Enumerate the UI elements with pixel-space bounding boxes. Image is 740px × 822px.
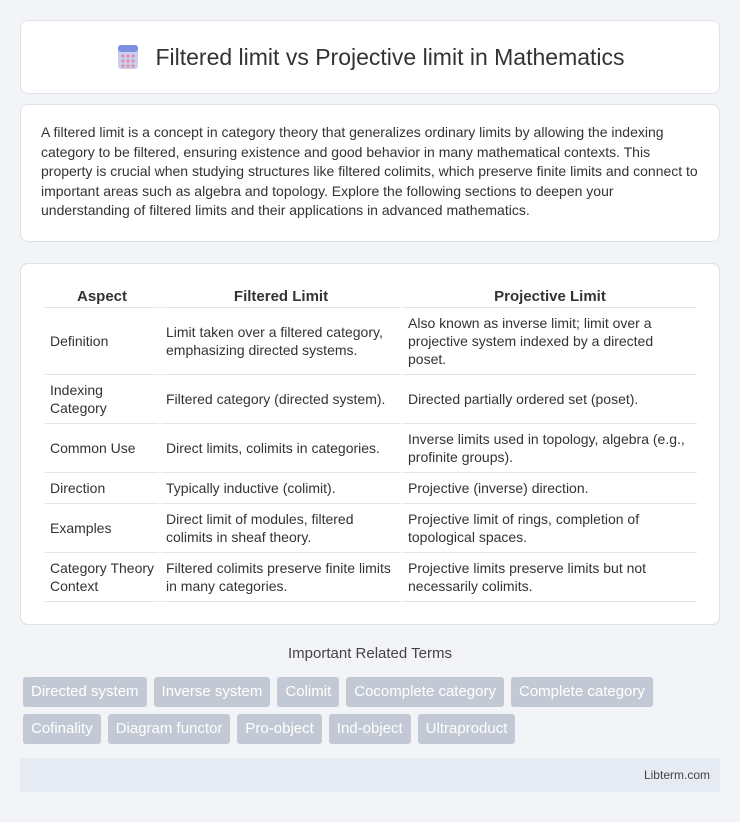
header-card [20, 20, 720, 94]
related-term-tag[interactable]: Ultraproduct [418, 714, 516, 744]
header-filtered-limit: Filtered Limit [161, 282, 401, 308]
table-row [45, 375, 697, 424]
related-term-tag[interactable]: Directed system [23, 677, 147, 707]
row-projective: Projective limit of rings, completion of topological spaces. [403, 504, 697, 553]
intro-card [20, 104, 720, 242]
header-aspect: Aspect [45, 282, 159, 308]
related-terms-list [23, 677, 723, 751]
row-filtered: Direct limit of modules, filtered colimits in sheaf theory. [161, 504, 401, 553]
row-projective: Directed partially ordered set (poset). [403, 375, 697, 424]
calculator-icon [115, 44, 141, 70]
intro-text: A filtered limit is a concept in category theory that generalizes ordinary limits by allowing the indexing category to be filtered, ensuring existence and good behavior in many mathematical contexts. This property is crucial when studying structures like filtered colimits, which preserve finite limits and connect to important areas such as algebra and topology. Explore the following sections to deepen your understanding of filtered limits and their applications in advanced mathematics. [41, 124, 698, 218]
table-row [45, 553, 697, 602]
row-aspect: Common Use [45, 424, 159, 473]
related-term-tag[interactable]: Cocomplete category [346, 677, 504, 707]
comparison-card [20, 263, 720, 625]
footer-brand-link[interactable]: Libterm.com [643, 768, 710, 782]
related-term-tag[interactable]: Pro-object [237, 714, 321, 744]
related-term-tag[interactable]: Ind-object [329, 714, 411, 744]
row-aspect: Category Theory Context [45, 553, 159, 602]
row-projective: Also known as inverse limit; limit over a projective system indexed by a directed poset. [403, 308, 697, 375]
page-title: Filtered limit vs Projective limit in Mathematics [155, 43, 625, 70]
table-row [45, 473, 697, 504]
row-filtered: Direct limits, colimits in categories. [161, 424, 401, 473]
related-terms-title: Important Related Terms [288, 645, 452, 662]
row-projective: Inverse limits used in topology, algebra (e.g., profinite groups). [403, 424, 697, 473]
related-term-tag[interactable]: Colimit [277, 677, 339, 707]
row-aspect: Indexing Category [45, 375, 159, 424]
comparison-table [43, 282, 699, 602]
table-header-row [45, 282, 697, 308]
row-aspect: Examples [45, 504, 159, 553]
related-term-tag[interactable]: Inverse system [154, 677, 271, 707]
table-row [45, 504, 697, 553]
row-projective: Projective (inverse) direction. [403, 473, 697, 504]
row-filtered: Limit taken over a filtered category, emphasizing directed systems. [161, 308, 401, 375]
related-term-tag[interactable]: Complete category [511, 677, 653, 707]
row-filtered: Typically inductive (colimit). [161, 473, 401, 504]
row-filtered: Filtered colimits preserve finite limits in many categories. [161, 553, 401, 602]
footer [20, 758, 720, 792]
table-row [45, 308, 697, 375]
header-projective-limit: Projective Limit [403, 282, 697, 308]
row-filtered: Filtered category (directed system). [161, 375, 401, 424]
table-row [45, 424, 697, 473]
related-term-tag[interactable]: Diagram functor [108, 714, 231, 744]
related-term-tag[interactable]: Cofinality [23, 714, 101, 744]
row-aspect: Direction [45, 473, 159, 504]
row-projective: Projective limits preserve limits but not necessarily colimits. [403, 553, 697, 602]
row-aspect: Definition [45, 308, 159, 375]
